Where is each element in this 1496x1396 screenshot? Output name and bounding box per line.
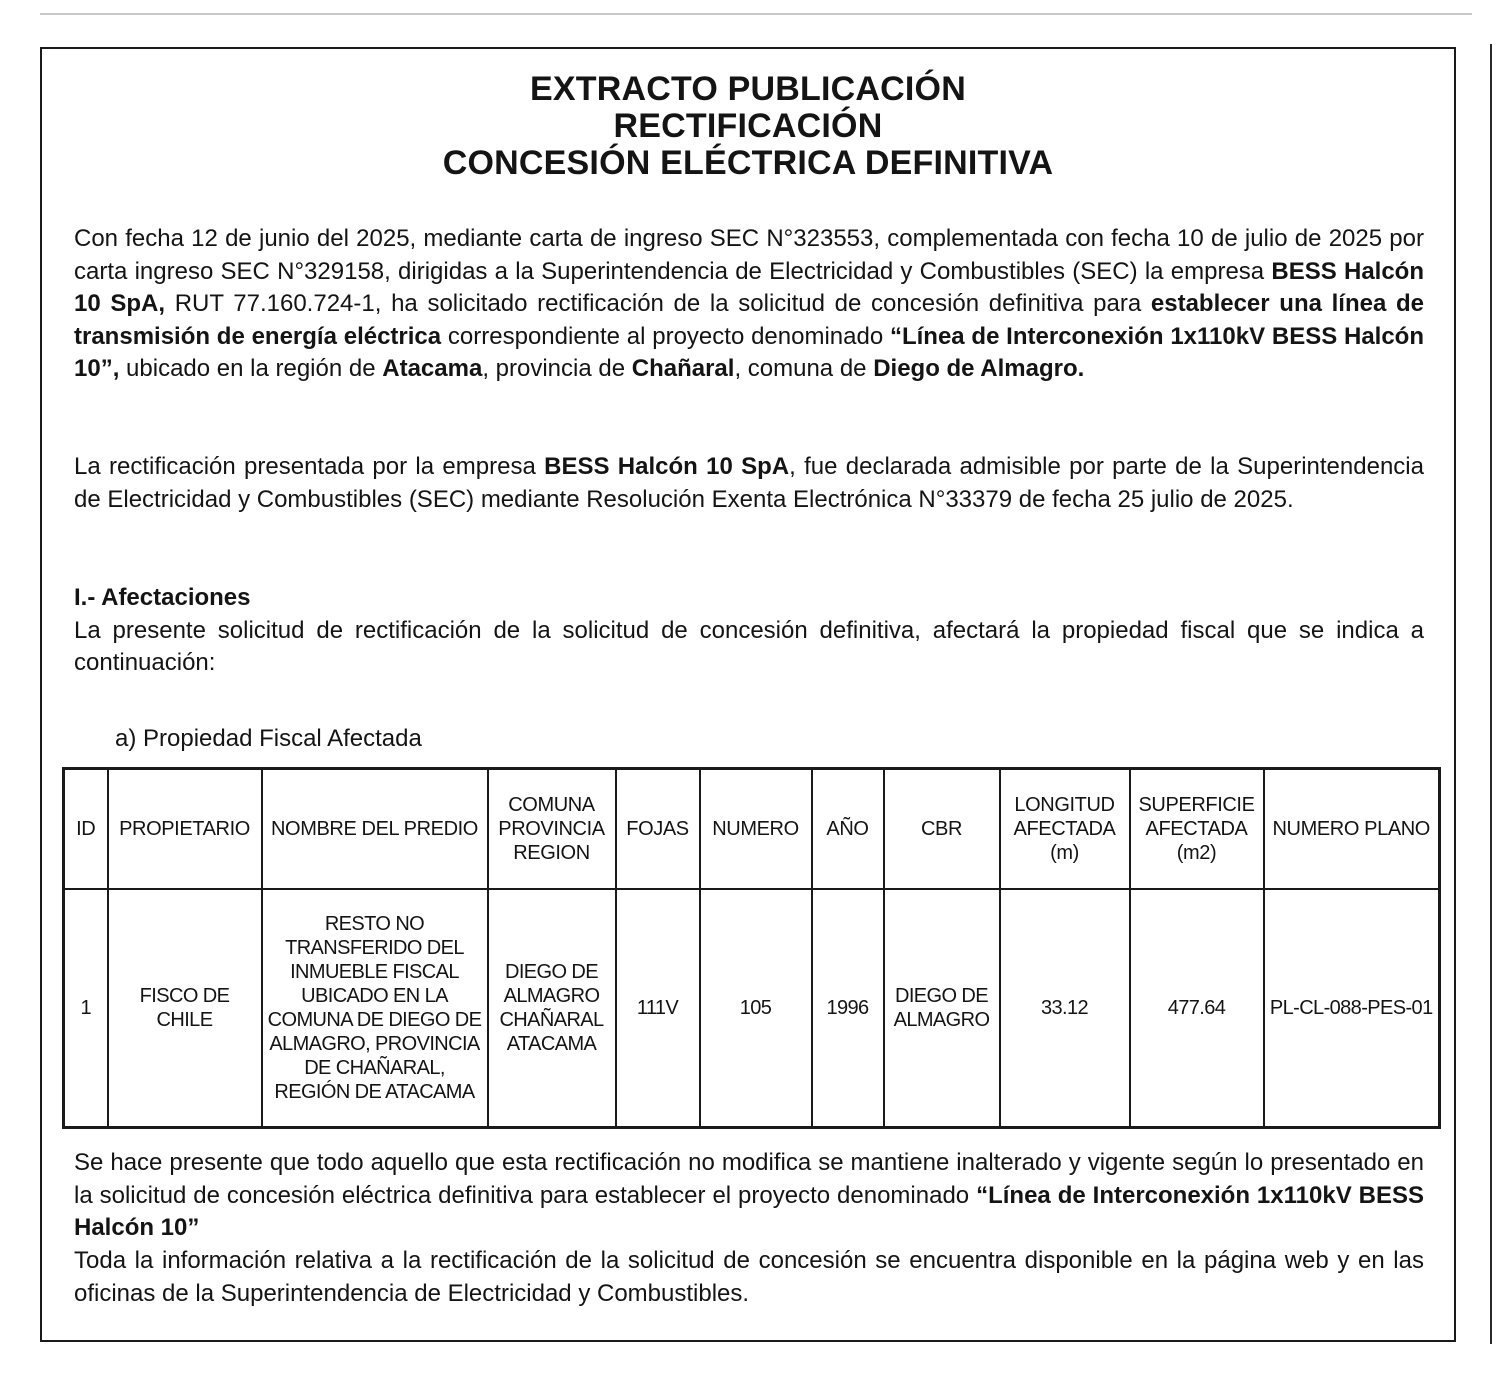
header-plan: NUMERO PLANO [1264,769,1440,890]
header-property: NOMBRE DEL PREDIO [262,769,488,890]
header-owner: PROPIETARIO [108,769,262,890]
section-afectaciones [74,582,1424,680]
cell-fojas: 111V [616,889,700,1128]
cell-area: 477.64 [1130,889,1264,1128]
cell-numero: 105 [700,889,812,1128]
header-length: LONGITUD AFECTADA (m) [1000,769,1130,890]
paragraph-admissibility: La rectificación presentada por la empresa BESS Halcón 10 SpA, fue declarada admisible por parte de la Superintendencia de Electricidad y Combustibles (SEC) mediante Resolución Exenta Electrónica N°33379 de fecha 25 julio de 2025. [74,453,1424,513]
header-numero: NUMERO [700,769,812,890]
paragraph-unchanged: Se hace presente que todo aquello que esta rectificación no modifica se mantiene inalterado y vigente según lo presentado en la solicitud de concesión eléctrica definitiva para establecer el proyecto denominado “Línea de Interconexión 1x110kV BESS Halcón 10” [74,1149,1424,1241]
commune-name: Diego de Almagro. [873,355,1085,382]
title-line-2: RECTIFICACIÓN [613,107,883,145]
notice-frame [40,47,1456,1342]
region-name: Atacama [382,355,483,382]
title-line-1: EXTRACTO PUBLICACIÓN [530,70,966,108]
company-name: BESS Halcón 10 SpA, [74,257,1424,317]
header-cbr: CBR [884,769,1000,890]
paragraph-information: Toda la información relativa a la rectificación de la solicitud de concesión se encuentra disponible en la página web y en las oficinas de la Superintendencia de Electricidad y Combustibles. [74,1247,1424,1307]
right-column-rule [1490,44,1492,1344]
paragraph-application: Con fecha 12 de junio del 2025, mediante carta de ingreso SEC N°323553, complementada con fecha 10 de julio de 2025 por carta ingreso SEC N°329158, dirigidas a la Superintendencia de Electricidad y Combustibles (SEC) la empresa BESS Halcón 10 SpA, RUT 77.160.724-1, ha solicitado rectificación de la solicitud de concesión definitiva para establecer una línea de transmisión de energía eléctrica correspondiente al proyecto denominado “Línea de Interconexión 1x110kV BESS Halcón 10”, ubicado en la región de Atacama, provincia de Chañaral, comuna de Diego de Almagro. [74,225,1425,382]
header-location: COMUNA PROVINCIA REGION [488,769,616,890]
header-anio: AÑO [812,769,884,890]
table-row [64,889,1440,1128]
header-id: ID [64,769,108,890]
property-table [62,767,1441,1129]
header-area: SUPERFICIE AFECTADA (m2) [1130,769,1264,890]
cell-length: 33.12 [1000,889,1130,1128]
cell-anio: 1996 [812,889,884,1128]
notice-title [42,71,1454,182]
province-name: Chañaral [631,355,735,382]
cell-cbr: DIEGO DE ALMAGRO [884,889,1000,1128]
company-name: BESS Halcón 10 SpA [544,453,790,480]
purpose-text: establecer una línea de transmisión de energía eléctrica [74,290,1425,350]
cell-property: RESTO NO TRANSFERIDO DEL INMUEBLE FISCAL UBICADO EN LA COMUNA DE DIEGO DE ALMAGRO, PROVINCIA DE CHAÑARAL, REGIÓN DE ATACAMA [262,889,488,1128]
cell-location: DIEGO DE ALMAGRO CHAÑARAL ATACAMA [488,889,616,1128]
header-fojas: FOJAS [616,769,700,890]
section-text: La presente solicitud de rectificación de la solicitud de concesión definitiva, afectará la propiedad fiscal que se indica a continuación: [74,616,1424,676]
cell-id: 1 [64,889,108,1128]
table-header-row [64,769,1440,890]
table-caption: a) Propiedad Fiscal Afectada [115,725,422,752]
top-rule [40,13,1472,15]
project-name: “Línea de Interconexión 1x110kV BESS Halcón 10” [74,1181,1424,1241]
cell-plan: PL-CL-088-PES-01 [1264,889,1440,1128]
cell-owner: FISCO DE CHILE [108,889,262,1128]
project-name: “Línea de Interconexión 1x110kV BESS Halcón 10”, [74,322,1425,382]
title-line-3: CONCESIÓN ELÉCTRICA DEFINITIVA [442,144,1054,182]
section-heading: I.- Afectaciones [74,584,251,611]
